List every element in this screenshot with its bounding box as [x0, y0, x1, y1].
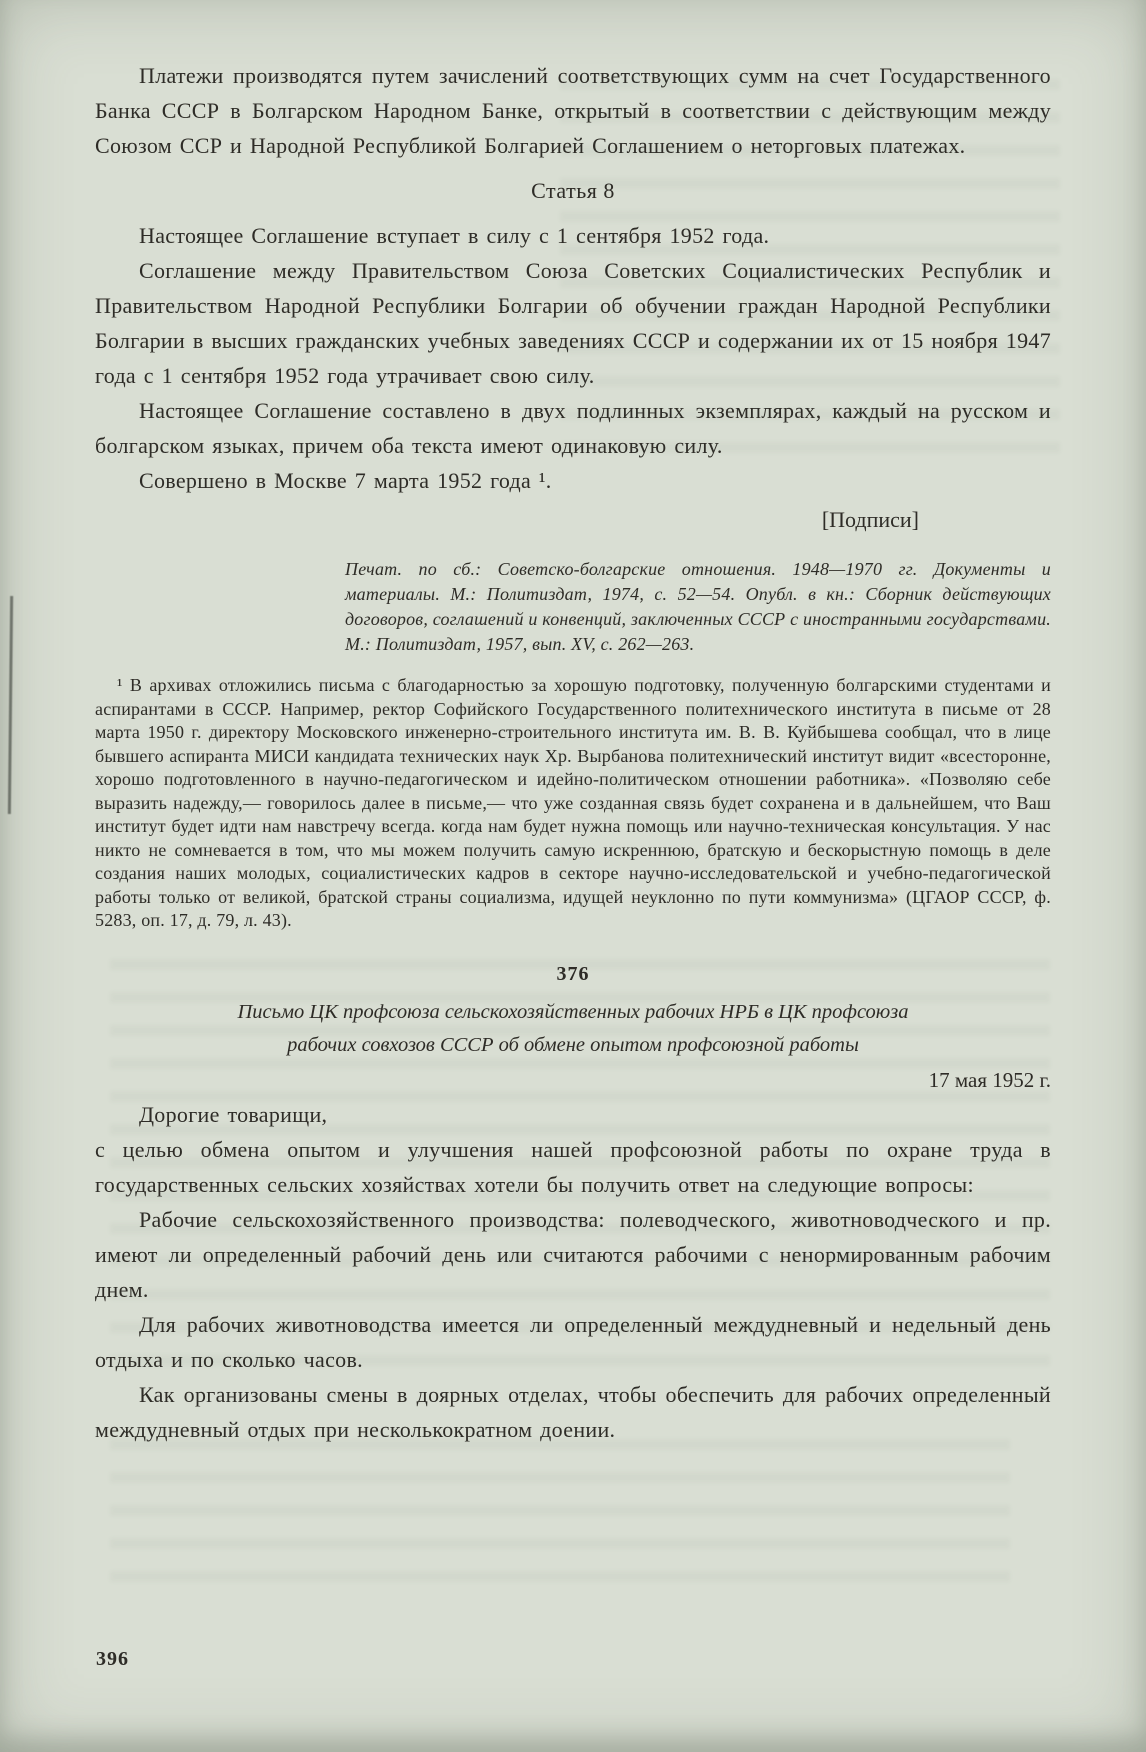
scan-scratch-artifact [8, 596, 13, 814]
footnote-1: ¹ В архивах отложились письма с благодарностью за хорошую подготовку, полученную болгарскими студентами и аспирантами в СССР. Например, ректор Софийского Государственного политехнического института в письме от 28 марта 1950 г. директору Московского инженерно-строительного института им. В. В. Куйбышева сообщал, что в лице бывшего аспиранта МИСИ кандидата технических наук Хр. Вырбанова политехнический институт видит «всесторонне, хорошо подготовленного в научно-педагогическом и идейно-политическом отношении работника». «Позволяю себе выразить надежду,— говорилось далее в письме,— что уже созданная связь будет сохранена и в дальнейшем, что Ваш институт будет идти нам навстречу всегда. когда нам будет нужна помощь или научно-техническая консультация. У нас никто не сомневается в том, что мы можем получить самую искреннюю, братскую и бескорыстную помощь в деле создания наших молодых, социалистических кадров в секторе научно-исследовательской и учебно-педагогической работы только от великой, братской страны социализма, идущей неуклонно по пути коммунизма» (ЦГАОР СССР, ф. 5283, оп. 17, д. 79, л. 43). [95, 675, 1051, 930]
page-number: 396 [96, 1648, 129, 1670]
document-date: 17 мая 1952 г. [928, 1067, 1051, 1092]
agreement-paragraph-signed-at: Совершено в Москве 7 марта 1952 года ¹. [139, 468, 552, 493]
agreement-paragraph-copies: Настоящее Соглашение составлено в двух подлинных экземплярах, каждый на русском и болгарском языках, причем оба текста имеют одинаковую силу. [95, 398, 1051, 458]
agreement-paragraph-superseded-agreement: Соглашение между Правительством Союза Советских Социалистических Республик и Правительством Народной Республики Болгарии об обучении граждан Народной Республики Болгарии в высших гражданских учебных заведениях СССР и содержании их от 15 ноября 1947 года с 1 сентября 1952 года утрачивает свою силу. [95, 258, 1051, 388]
article-8-heading: Статья 8 [531, 178, 615, 203]
signatures-placeholder: [Подписи] [821, 507, 919, 532]
document-number: 376 [556, 962, 590, 985]
page-content [95, 58, 1051, 1447]
letter-paragraph-question-2: Для рабочих животноводства имеется ли определенный междудневный и недельный день отдыха и по сколько часов. [95, 1311, 1051, 1372]
bleedthrough-texture-bottom [110, 1430, 1010, 1600]
letter-paragraph-intro: с целью обмена опытом и улучшения нашей профсоюзной работы по охране труда в государственных сельских хозяйствах хотели бы получить ответ на следующие вопросы: [95, 1136, 1051, 1197]
agreement-paragraph-entry-into-force: Настоящее Соглашение вступает в силу с 1 сентября 1952 года. [139, 223, 770, 248]
letter-paragraph-question-3: Как организованы смены в доярных отделах, чтобы обеспечить для рабочих определенный междудневный отдых при несколькократном доении. [95, 1381, 1051, 1442]
letter-paragraph-question-1: Рабочие сельскохозяйственного производства: полеводческого, животноводческого и пр. имеют ли определенный рабочий день или считаются рабочими с ненормированным рабочим днем. [95, 1206, 1051, 1302]
publication-source-note: Печат. по сб.: Советско-болгарские отношения. 1948—1970 гг. Документы и материалы. М.: Политиздат, 1974, с. 52—54. Опубл. в кн.: Сборник действующих договоров, соглашений и конвенций, заключенных СССР с иностранными государствами. М.: Политиздат, 1957, вып. XV, с. 262—263. [345, 559, 1051, 654]
document-title: Письмо ЦК профсоюза сельскохозяйственных рабочих НРБ в ЦК профсоюза рабочих совхозов СССР об обмене опытом профсоюзной работы [237, 1000, 909, 1056]
letter-salutation: Дорогие товарищи, [139, 1101, 328, 1127]
agreement-paragraph-payments: Платежи производятся путем зачислений соответствующих сумм на счет Государственного Банка СССР в Болгарском Народном Банке, открытый в соответствии с действующим между Союзом ССР и Народной Республикой Болгарией Соглашением о неторговых платежах. [95, 63, 1051, 158]
